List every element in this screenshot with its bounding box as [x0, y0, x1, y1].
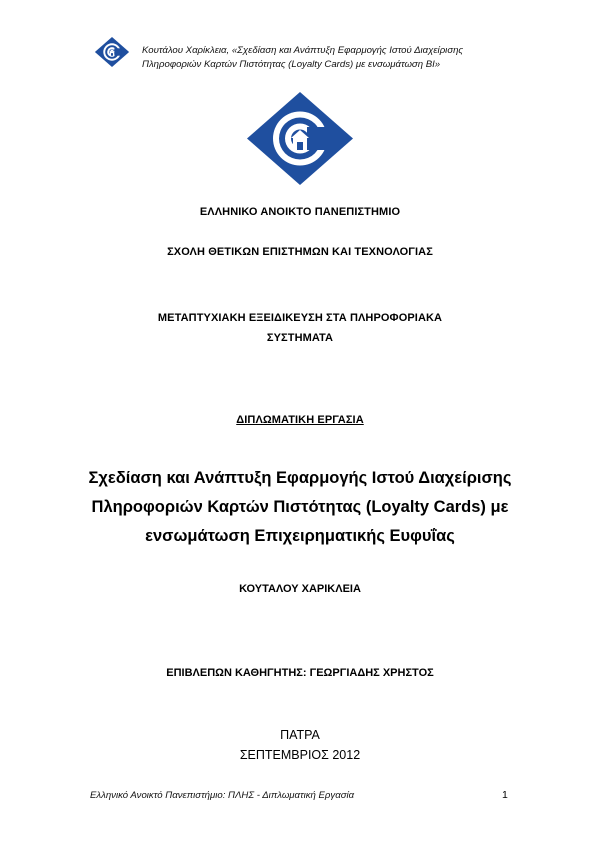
- date: ΣΕΠΤΕΜΒΡΙΟΣ 2012: [239, 748, 361, 762]
- thesis-title-line-2: Πληροφοριών Καρτών Πιστότητας (Loyalty Cards) με: [91, 498, 509, 516]
- university-name: ΕΛΛΗΝΙΚΟ ΑΝΟΙΚΤΟ ΠΑΝΕΠΙΣΤΗΜΙΟ: [199, 206, 401, 218]
- program-name-line-1: ΜΕΤΑΠΤΥΧΙΑΚΗ ΕΞΕΙΔΙΚΕΥΣΗ ΣΤΑ ΠΛΗΡΟΦΟΡΙΑΚΑ: [157, 312, 443, 324]
- supervisor: ΕΠΙΒΛΕΠΩΝ ΚΑΘΗΓΗΤΗΣ: ΓΕΩΡΓΙΑΔΗΣ ΧΡΗΣΤΟΣ: [166, 667, 434, 679]
- program-name: [0, 308, 600, 348]
- thesis-title-line-1: Σχεδίαση και Ανάπτυξη Εφαρμογής Ιστού Διαχείρισης: [88, 469, 512, 487]
- thesis-title-line-3: ενσωμάτωση Επιχειρηματικής Ευφυΐας: [145, 527, 455, 545]
- place: ΠΑΤΡΑ: [280, 728, 320, 742]
- header-logo-icon: [93, 37, 131, 67]
- author-name: ΚΟΥΤΑΛΟΥ ΧΑΡΙΚΛΕΙΑ: [239, 583, 361, 595]
- running-header: [142, 44, 542, 71]
- program-name-line-2: ΣΥΣΤΗΜΑΤΑ: [266, 332, 334, 344]
- university-logo-icon: [247, 92, 353, 185]
- document-type: ΔΙΠΛΩΜΑΤΙΚΗ ΕΡΓΑΣΙΑ: [236, 414, 364, 426]
- school-name: ΣΧΟΛΗ ΘΕΤΙΚΩΝ ΕΠΙΣΤΗΜΩΝ ΚΑΙ ΤΕΧΝΟΛΟΓΙΑΣ: [167, 246, 433, 258]
- page-number: 1: [502, 789, 508, 801]
- thesis-title: [70, 464, 530, 551]
- running-header-line-1: Κουτάλου Χαρίκλεια, «Σχεδίαση και Ανάπτυξη Εφαρμογής Ιστού Διαχείρισης: [142, 45, 464, 56]
- running-header-line-2: Πληροφοριών Καρτών Πιστότητας (Loyalty Cards) με ενσωμάτωση BI»: [142, 58, 441, 70]
- page-footer: Ελληνικό Ανοικτό Πανεπιστήμιο: ΠΛΗΣ - Διπλωματική Εργασία: [90, 790, 355, 801]
